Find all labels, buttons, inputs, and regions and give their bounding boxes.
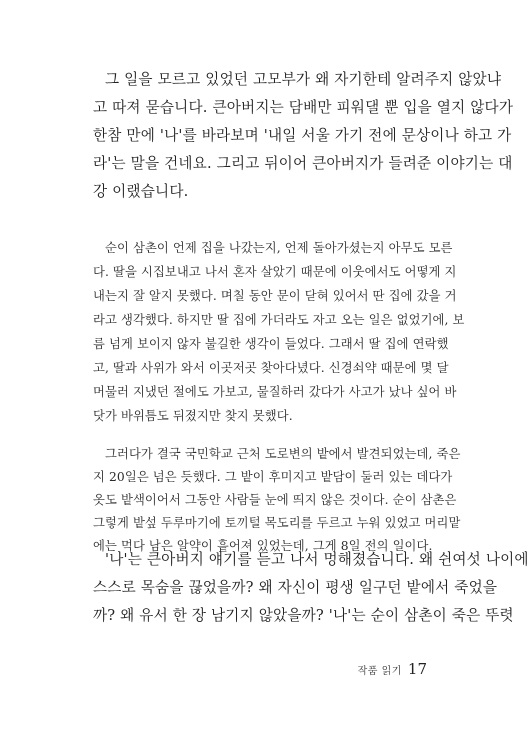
text-line: 강 이랬습니다. xyxy=(93,183,189,200)
text-line: 까? 왜 유서 한 장 남기지 않았을까? '나'는 순이 삼촌이 죽은 뚜렷 xyxy=(93,607,514,624)
text-line: 한참 만에 '나'를 바라보며 '내일 서울 가기 전에 문상이나 하고 가 xyxy=(93,127,512,144)
text-line: '나'는 큰아버지 얘기를 듣고 나서 멍해졌습니다. 왜 쉰여섯 나이에 xyxy=(105,551,529,568)
text-line: 고, 딸과 사위가 와서 이곳저곳 찾아다녔다. 신경쇠약 때문에 몇 달 xyxy=(93,361,449,375)
text-line: 순이 삼촌이 언제 집을 나갔는지, 언제 돌아가셨는지 아무도 모른 xyxy=(105,241,453,255)
text-line: 내는지 잘 알지 못했다. 며칠 동안 문이 닫혀 있어서 딴 집에 갔을 거 xyxy=(93,289,457,303)
text-line: 그러다가 결국 국민학교 근처 도로변의 밭에서 발견되었는데, 죽은 xyxy=(105,447,461,461)
section-label: 작품 읽기 xyxy=(357,666,402,677)
page-footer xyxy=(358,660,427,678)
text-line: 고 따져 묻습니다. 큰아버지는 담배만 피워댈 뿐 입을 열지 않다가 xyxy=(93,99,514,116)
text-line: 그렇게 밭섶 두루마기에 토끼털 목도리를 두르고 누워 있었고 머리맡 xyxy=(93,516,461,530)
text-line: 라고 생각했다. 하지만 딸 집에 가더라도 자고 오는 일은 없었기에, 보 xyxy=(93,313,465,327)
page-number: 17 xyxy=(407,660,427,678)
text-line: 지 20일은 넘은 듯했다. 그 밭이 후미지고 밭담이 둘러 있는 데다가 xyxy=(93,470,453,484)
text-line: 에는 먹다 남은 알약이 흩어져 있었는데, 그게 8일 전의 일이다. xyxy=(93,539,433,553)
text-line: 닷가 바위틈도 뒤졌지만 찾지 못했다. xyxy=(93,409,293,423)
text-line: 름 넘게 보이지 않자 불길한 생각이 들었다. 그래서 딸 집에 연락했 xyxy=(93,337,449,351)
text-line: 스스로 목숨을 끊었을까? 왜 자신이 평생 일구던 밭에서 죽었을 xyxy=(93,579,498,596)
text-line: 라'는 말을 건네요. 그리고 뒤이어 큰아버지가 들려준 이야기는 대 xyxy=(93,155,513,172)
text-line: 그 일을 모르고 있었던 고모부가 왜 자기한테 알려주지 않았냐 xyxy=(105,71,502,88)
text-line: 머물러 지냈던 절에도 가보고, 물질하러 갔다가 사고가 났나 싶어 바 xyxy=(93,385,457,399)
text-line: 다. 딸을 시집보내고 나서 혼자 살았기 때문에 이웃에서도 어떻게 지 xyxy=(93,265,457,279)
text-line: 옷도 밭색이어서 그동안 사람들 눈에 띄지 않은 것이다. 순이 삼촌은 xyxy=(93,493,457,507)
